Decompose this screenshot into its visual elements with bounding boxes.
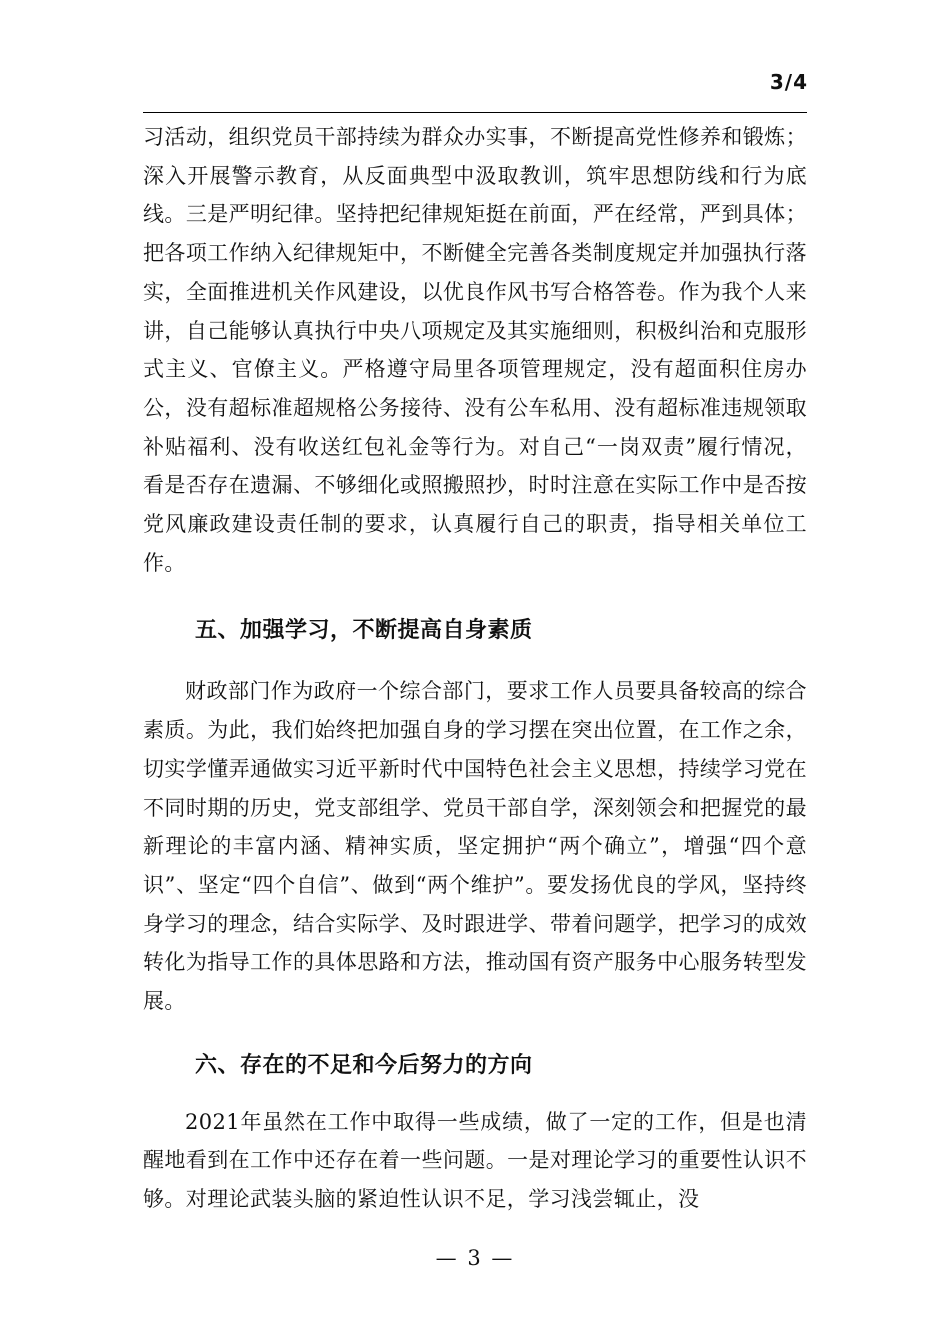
document-body xyxy=(143,118,807,1219)
page-counter: 3/4 xyxy=(769,70,808,94)
section-6-heading: 六、存在的不足和今后努力的方向 xyxy=(195,1052,533,1078)
section-5-paragraph: 财政部门作为政府一个综合部门，要求工作人员要具备较高的综合素质。为此，我们始终把加强自身的学习摆在突出位置，在工作之余，切实学懂弄通做实习近平新时代中国特色社会主义思想，持续学习党在不同时期的历史，党支部组学、党员干部自学，深刻领会和把握党的最新理论的丰富内涵、精神实质，坚定拥护“两个确立”，增强“四个意识”、坚定“四个自信”、做到“两个维护”。要发扬优良的学风，坚持终身学习的理念，结合实际学、及时跟进学、带着问题学，把学习的成效转化为指导工作的具体思路和方法，推动国有资产服务中心服务转型发展。 xyxy=(143,679,807,1014)
header-rule xyxy=(143,112,807,113)
section-6-paragraph: 2021年虽然在工作中取得一些成绩，做了一定的工作，但是也清醒地看到在工作中还存在着一些问题。一是对理论学习的重要性认识不够。对理论武装头脑的紧迫性认识不足，学习浅尝辄止，没 xyxy=(143,1109,807,1212)
section-5-heading: 五、加强学习，不断提高自身素质 xyxy=(195,618,533,644)
page-number-footer: — 3 — xyxy=(435,1246,515,1270)
paragraph-continued: 习活动，组织党员干部持续为群众办实事，不断提高党性修养和锻炼；深入开展警示教育，从反面典型中汲取教训，筑牢思想防线和行为底线。三是严明纪律。坚持把纪律规矩挺在前面，严在经常，严到具体；把各项工作纳入纪律规矩中，不断健全完善各类制度规定并加强执行落实，全面推进机关作风建设，以优良作风书写合格答卷。作为我个人来讲，自己能够认真执行中央八项规定及其实施细则，积极纠治和克服形式主义、官僚主义。严格遵守局里各项管理规定，没有超面积住房办公，没有超标准超规格公务接待、没有公车私用、没有超标准违规领取补贴福利、没有收送红包礼金等行为。对自己“一岗双责”履行情况，看是否存在遗漏、不够细化或照搬照抄，时时注意在实际工作中是否按党风廉政建设责任制的要求，认真履行自己的职责，指导相关单位工作。 xyxy=(143,125,807,575)
